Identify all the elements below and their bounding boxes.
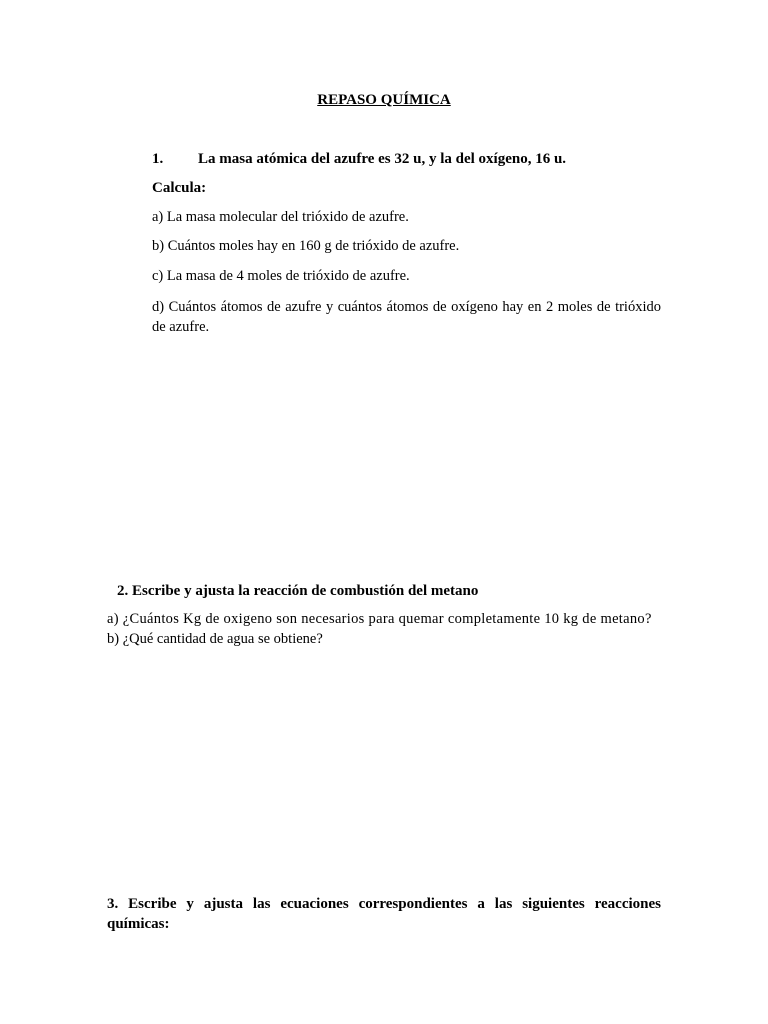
- question-2-statement: 2. Escribe y ajusta la reacción de combustión del metano: [117, 583, 479, 599]
- question-1-number: 1.: [152, 151, 164, 167]
- question-1-statement: La masa atómica del azufre es 32 u, y la del oxígeno, 16 u.: [198, 151, 567, 167]
- question-1-item-c: c) La masa de 4 moles de trióxido de azufre.: [152, 268, 410, 284]
- question-1-item-a: a) La masa molecular del trióxido de azufre.: [152, 209, 409, 225]
- question-1-calcula-label: Calcula:: [152, 180, 207, 196]
- question-1-item-b: b) Cuántos moles hay en 160 g de trióxido de azufre.: [152, 238, 460, 254]
- question-2-item-b: b) ¿Qué cantidad de agua se obtiene?: [107, 631, 323, 647]
- question-1-item-d: d) Cuántos átomos de azufre y cuántos átomos de oxígeno hay en 2 moles de trióxido de azufre.: [152, 299, 661, 335]
- question-3-statement: 3. Escribe y ajusta las ecuaciones correspondientes a las siguientes reacciones químicas:: [107, 896, 661, 932]
- document-title: REPASO QUÍMICA: [317, 92, 451, 108]
- question-2-item-a: a) ¿Cuántos Kg de oxigeno son necesarios para quemar completamente 10 kg de metano?: [107, 611, 652, 627]
